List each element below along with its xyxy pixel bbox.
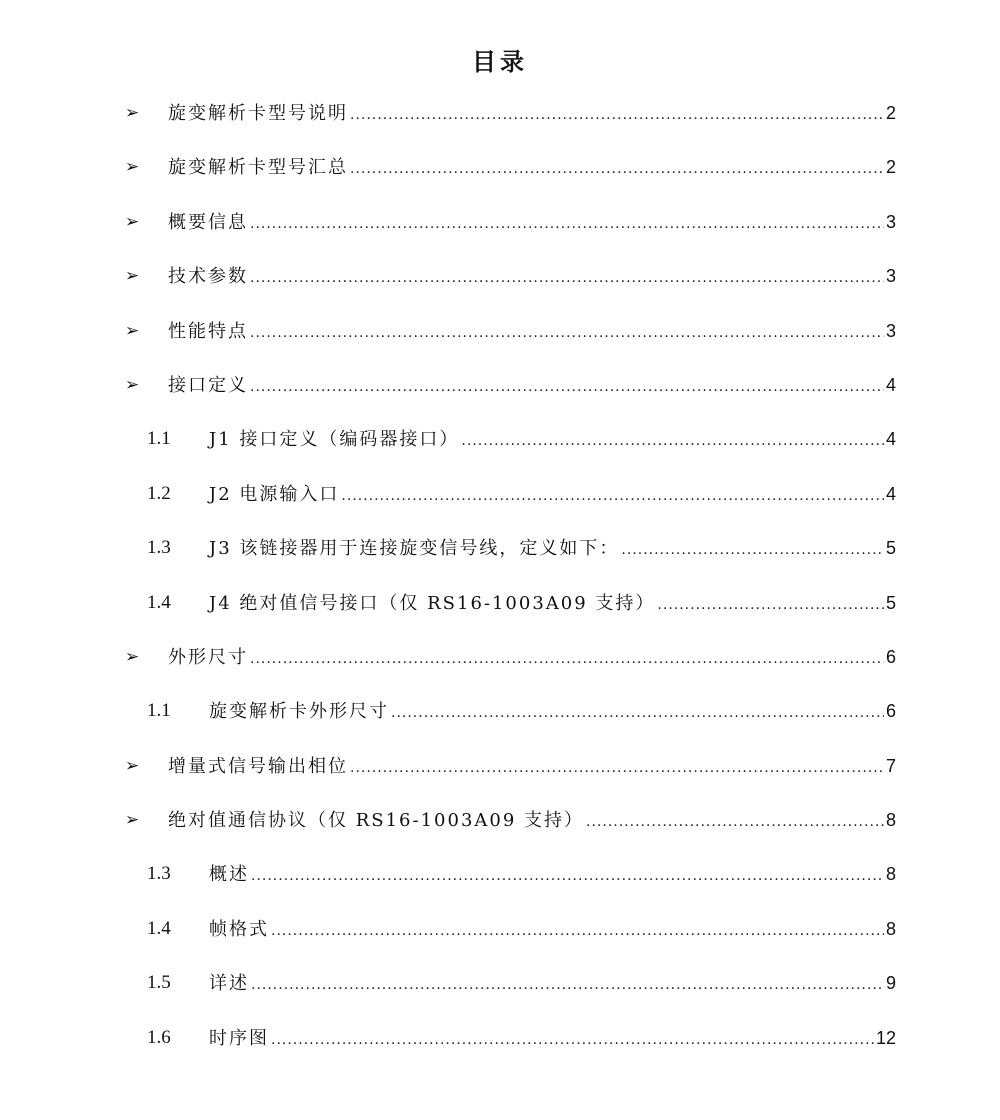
toc-entry-label: 绝对值通信协议（仅 RS16-1003A09 支持） <box>168 810 585 832</box>
toc-entry-label: 技术参数 <box>168 266 248 288</box>
toc-page-number: 5 <box>885 538 896 559</box>
toc-entry[interactable] <box>0 793 1000 847</box>
toc-entry-label: 性能特点 <box>168 320 248 342</box>
dot-leader <box>350 156 884 182</box>
toc-entry-label: 帧格式 <box>209 918 269 940</box>
dot-leader <box>250 320 884 346</box>
toc-page-number: 7 <box>885 755 896 776</box>
toc-entry-label: J4 绝对值信号接口（仅 RS16-1003A09 支持） <box>209 592 656 614</box>
toc-entry-label: 概要信息 <box>168 211 248 233</box>
dot-leader <box>250 646 884 672</box>
dot-leader <box>341 483 884 509</box>
arrow-bullet-icon: ➢ <box>125 103 140 123</box>
toc-entry[interactable] <box>0 847 1000 901</box>
dot-leader <box>251 972 884 998</box>
toc-entry-line <box>168 318 896 346</box>
arrow-bullet-icon: ➢ <box>125 320 140 341</box>
toc-entry-label: 增量式信号输出相位 <box>168 755 348 777</box>
toc-entry[interactable] <box>0 249 1000 303</box>
toc-entry[interactable] <box>0 467 1000 521</box>
arrow-bullet-icon: ➢ <box>125 374 140 395</box>
toc-entry[interactable] <box>0 1011 1000 1065</box>
toc-page-number: 12 <box>875 1027 896 1048</box>
toc-page-number: 4 <box>885 429 896 450</box>
arrow-bullet-icon: ➢ <box>125 755 140 776</box>
toc-entry[interactable] <box>0 956 1000 1010</box>
toc-entry[interactable] <box>0 521 1000 575</box>
dot-leader <box>461 428 884 454</box>
toc-entry-line <box>209 426 896 454</box>
toc-entry-label: 旋变解析卡型号汇总 <box>168 157 348 179</box>
toc-list <box>0 86 1000 1065</box>
dot-leader <box>391 700 884 726</box>
toc-entry-label: 旋变解析卡型号说明 <box>168 103 348 124</box>
section-number: 1.4 <box>147 591 171 613</box>
section-number: 1.6 <box>147 1026 171 1048</box>
section-number: 1.3 <box>147 863 171 885</box>
toc-page-number: 8 <box>885 918 896 939</box>
toc-page-number: 6 <box>885 646 896 667</box>
dot-leader <box>350 755 884 781</box>
toc-entry-line <box>168 807 896 835</box>
dot-leader <box>250 374 884 400</box>
toc-entry-line <box>209 481 896 509</box>
toc-entry-label: J3 该链接器用于连接旋变信号线，定义如下： <box>209 538 620 560</box>
page-title: 目录 <box>472 48 528 76</box>
arrow-bullet-icon: ➢ <box>125 810 140 831</box>
toc-entry[interactable] <box>0 576 1000 630</box>
toc-entry-line <box>168 263 896 291</box>
dot-leader <box>350 102 884 128</box>
toc-page-number: 9 <box>885 973 896 994</box>
toc-entry-label: 接口定义 <box>168 374 248 396</box>
toc-entry[interactable] <box>0 412 1000 466</box>
toc-entry[interactable] <box>0 140 1000 194</box>
toc-entry-line <box>209 861 896 889</box>
dot-leader <box>271 1027 874 1053</box>
toc-page-number: 8 <box>885 810 896 831</box>
toc-page-number: 2 <box>885 157 896 178</box>
toc-page-number: 6 <box>885 701 896 722</box>
dot-leader <box>271 918 884 944</box>
dot-leader <box>586 809 884 835</box>
section-number: 1.1 <box>147 428 171 450</box>
toc-page-number: 3 <box>885 320 896 341</box>
section-number: 1.1 <box>147 700 171 722</box>
toc-entry-label: 概述 <box>209 864 249 886</box>
toc-page-number: 4 <box>885 483 896 504</box>
toc-entry[interactable] <box>0 630 1000 684</box>
toc-entry-label: 时序图 <box>209 1027 269 1049</box>
dot-leader <box>251 863 884 889</box>
toc-entry-line <box>209 590 896 618</box>
toc-entry[interactable] <box>0 358 1000 412</box>
toc-entry-line <box>209 916 896 944</box>
toc-entry-label: 旋变解析卡外形尺寸 <box>209 701 389 723</box>
dot-leader <box>657 592 884 618</box>
arrow-bullet-icon: ➢ <box>125 211 140 232</box>
toc-entry-line <box>209 970 896 998</box>
toc-entry[interactable] <box>0 684 1000 738</box>
toc-entry-line <box>168 372 896 400</box>
toc-entry[interactable] <box>0 304 1000 358</box>
dot-leader <box>621 537 884 563</box>
toc-entry-line <box>168 644 896 672</box>
toc-page-number: 3 <box>885 266 896 287</box>
toc-page-number: 2 <box>885 103 896 123</box>
arrow-bullet-icon: ➢ <box>125 266 140 287</box>
section-number: 1.3 <box>147 537 171 559</box>
arrow-bullet-icon: ➢ <box>125 646 140 667</box>
section-number: 1.2 <box>147 482 171 504</box>
toc-entry-label: J1 接口定义（编码器接口） <box>209 429 460 451</box>
toc-entry[interactable] <box>0 739 1000 793</box>
toc-entry-line <box>209 698 896 726</box>
toc-entry-line <box>209 1025 896 1053</box>
toc-entry-line <box>168 209 896 237</box>
toc-entry-label: 详述 <box>209 973 249 995</box>
toc-entry-line <box>168 753 896 781</box>
toc-entry[interactable] <box>0 902 1000 956</box>
toc-page-number: 4 <box>885 374 896 395</box>
toc-entry[interactable] <box>0 195 1000 249</box>
toc-page-number: 5 <box>885 592 896 613</box>
toc-entry-line <box>209 535 896 563</box>
toc-page-number: 3 <box>885 211 896 232</box>
arrow-bullet-icon: ➢ <box>125 157 140 178</box>
toc-entry[interactable] <box>0 86 1000 140</box>
section-number: 1.4 <box>147 917 171 939</box>
toc-entry-label: 外形尺寸 <box>168 646 248 668</box>
dot-leader <box>250 211 884 237</box>
toc-entry-label: J2 电源输入口 <box>209 483 340 505</box>
section-number: 1.5 <box>147 972 171 994</box>
toc-page-number: 8 <box>885 864 896 885</box>
toc-entry-line <box>168 100 896 128</box>
toc-entry-line <box>168 154 896 182</box>
dot-leader <box>250 265 884 291</box>
